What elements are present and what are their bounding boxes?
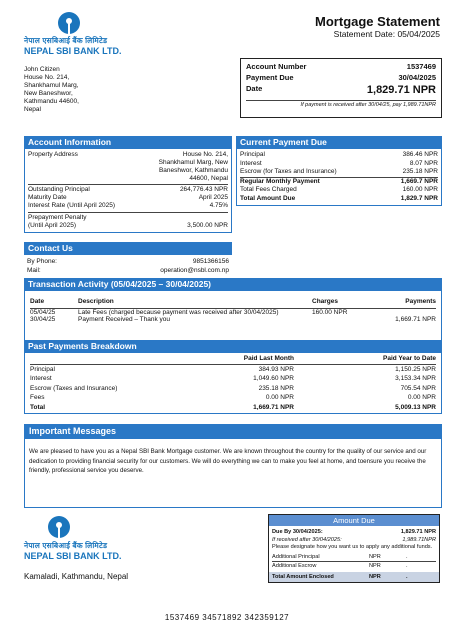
address-line: House No. 214, xyxy=(24,74,70,81)
messages-section xyxy=(24,424,442,508)
summary-box xyxy=(240,58,442,118)
payment-row-value: 8.07 NPR xyxy=(409,159,438,167)
pp-label: Interest xyxy=(30,375,52,382)
col-charges: Charges xyxy=(312,297,339,305)
txn-desc: Late Fees (charged because payment was received after 30/04/2025) xyxy=(78,309,279,316)
pp-label: Fees xyxy=(30,394,45,401)
pp-last: 384.93 NPR xyxy=(258,365,294,373)
property-line: House No. 214, xyxy=(182,151,228,158)
due-by-value: 1,829.71 NPR xyxy=(400,529,436,535)
page-title: Mortgage Statement xyxy=(315,14,440,29)
payment-coupon xyxy=(268,514,440,583)
property-line: Baneshwor, Kathmandu xyxy=(158,167,228,174)
total-due-value: 1,829.7 NPR xyxy=(400,194,438,202)
total-enclosed-label: Total Amount Enclosed xyxy=(272,574,334,580)
messages-body: We are pleased to have you as a Nepal SBI Bank Mortgage customer. We are known throughout the country for the quality of our service and our dedication to providing financial security for our customers. We will do everything we can to make you feel at home, and toensure you receive the friendly, professional service you deserve. xyxy=(29,448,427,474)
phone-value[interactable]: 9851366156 xyxy=(192,258,229,265)
logo-english: NEPAL SBI BANK LTD. xyxy=(24,551,122,561)
transactions-section xyxy=(24,278,442,349)
currency-label: NPR xyxy=(369,574,381,580)
late-label: If received after 30/04/2025: xyxy=(272,537,342,543)
prepay-label: Prepayment Penalty xyxy=(28,214,87,221)
table-row xyxy=(27,374,439,384)
additional-principal-label: Additional Principal xyxy=(272,554,320,560)
regular-label: Regular Monthly Payment xyxy=(240,177,320,185)
payment-row-value: 386.46 NPR xyxy=(402,151,438,158)
total-due-label: Total Amount Due xyxy=(240,194,296,202)
txn-desc: Payment Received – Thank you xyxy=(78,316,171,323)
currency-label: NPR xyxy=(369,563,381,569)
due-date: 30/04/2025 xyxy=(398,73,436,82)
pp-last: 1,669.71 NPR xyxy=(253,403,294,411)
table-row xyxy=(27,403,439,413)
account-info-section xyxy=(24,136,232,233)
col-paid-last-month: Paid Last Month xyxy=(243,355,294,362)
maturity-label: Maturity Date xyxy=(28,194,67,201)
txn-charges: 160.00 NPR xyxy=(312,309,348,316)
footer-address: Kamaladi, Kathmandu, Nepal xyxy=(24,572,129,581)
statement-date: Statement Date: 05/04/2025 xyxy=(333,29,440,39)
sbi-logo-icon xyxy=(58,12,80,34)
table-row xyxy=(27,393,439,403)
pp-year: 5,009.13 NPR xyxy=(395,403,436,411)
pp-label: Escrow (Taxes and Insurance) xyxy=(30,384,118,392)
col-date: Date xyxy=(30,297,45,305)
regular-value: 1,669.7 NPR xyxy=(400,177,438,185)
txn-date: 30/04/25 xyxy=(30,316,56,323)
outstanding-value: 264,776.43 NPR xyxy=(179,186,228,193)
account-number: 1537469 xyxy=(406,62,436,71)
past-payments-section xyxy=(24,340,442,414)
date-label: Date xyxy=(246,84,263,93)
payment-row-label: Principal xyxy=(240,151,265,158)
bank-logo xyxy=(24,12,144,56)
amount-field[interactable]: . xyxy=(406,563,408,569)
property-label: Property Address xyxy=(28,151,78,158)
pp-last: 0.00 NPR xyxy=(265,394,294,401)
amount-field[interactable]: . xyxy=(406,554,408,560)
pp-year: 3,153.34 NPR xyxy=(395,375,436,382)
property-line: 44600, Nepal xyxy=(189,175,228,182)
footer-logo xyxy=(24,516,144,561)
table-row xyxy=(27,316,439,323)
interest-label: Interest Rate (Until April 2025) xyxy=(28,202,116,209)
address-line: New Baneshwor, xyxy=(24,90,73,97)
txn-payments: 1,669.71 NPR xyxy=(395,316,436,323)
logo-english: NEPAL SBI BANK LTD. xyxy=(24,46,122,56)
late-value: 1,989.71NPR xyxy=(402,537,436,543)
statement-header xyxy=(315,14,440,39)
current-payment-title: Current Payment Due xyxy=(236,136,442,149)
late-payment-note: If payment is received after 30/04/25, pay 1,989.71NPR xyxy=(300,102,436,108)
pp-last: 1,049.60 NPR xyxy=(253,375,294,382)
amount-due-value: 1,829.71 NPR xyxy=(366,84,436,96)
address-line: Nepal xyxy=(24,106,41,113)
customer-name: John Citizen xyxy=(24,66,60,73)
outstanding-label: Outstanding Principal xyxy=(28,186,90,193)
address-line: Shankhamul Marg, xyxy=(24,82,79,89)
pp-year: 705.54 NPR xyxy=(400,384,436,392)
phone-label: By Phone: xyxy=(27,258,57,265)
prepay-value: 3,500.00 NPR xyxy=(187,222,228,229)
coupon-instructions: Please designate how you want us to apply any additional funds. xyxy=(272,544,433,550)
maturity-value: April 2025 xyxy=(198,194,228,201)
sbi-logo-icon xyxy=(48,516,70,538)
transactions-title: Transaction Activity (05/04/2025 – 30/04/2025) xyxy=(24,278,442,291)
txn-date: 05/04/25 xyxy=(30,309,56,316)
micr-line: 1537469 34571892 342359127 xyxy=(164,613,290,622)
txn-charges xyxy=(309,316,369,323)
table-row xyxy=(27,384,439,394)
coupon-title: Amount Due xyxy=(269,515,439,526)
contact-section xyxy=(24,242,232,277)
mail-label: Mail: xyxy=(27,267,41,274)
property-line: Shankhamul Marg, New xyxy=(158,159,228,166)
table-row xyxy=(27,365,439,375)
messages-title: Important Messages xyxy=(25,425,441,439)
logo-devanagari: नेपाल एसबिआई बैंक लिमिटेड xyxy=(24,541,108,550)
prepay-label-until: (Until April 2025) xyxy=(28,222,77,229)
account-info-title: Account Information xyxy=(24,136,232,149)
pp-year: 1,150.25 NPR xyxy=(395,365,436,373)
account-label: Account Number xyxy=(246,62,307,71)
amount-field[interactable]: . xyxy=(406,574,408,580)
payment-row-label: Interest xyxy=(240,159,262,167)
current-payment-section xyxy=(236,136,442,206)
due-label: Payment Due xyxy=(246,73,294,82)
col-paid-ytd: Paid Year to Date xyxy=(383,355,436,362)
contact-title: Contact Us xyxy=(24,242,232,255)
due-by-label: Due By 30/04/2025: xyxy=(272,529,323,535)
fees-value: 160.00 NPR xyxy=(402,186,438,193)
pp-year: 0.00 NPR xyxy=(407,394,436,401)
currency-label: NPR xyxy=(369,554,381,560)
pp-last: 235.18 NPR xyxy=(258,384,294,392)
col-payments: Payments xyxy=(405,297,436,305)
mail-value[interactable]: operation@nsbl.com.np xyxy=(160,267,229,274)
pp-label: Total xyxy=(30,403,46,411)
txn-payments xyxy=(369,309,439,316)
past-payments-title: Past Payments Breakdown xyxy=(24,340,442,353)
logo-devanagari: नेपाल एसबिआई बैंक लिमिटेड xyxy=(24,36,108,45)
payment-row-label: Escrow (for Taxes and Insurance) xyxy=(240,168,337,175)
col-description: Description xyxy=(78,297,114,305)
table-row xyxy=(27,309,439,316)
customer-address xyxy=(24,66,79,114)
fees-label: Total Fees Charged xyxy=(240,186,297,193)
interest-value: 4.75% xyxy=(209,202,228,209)
payment-row-value: 235.18 NPR xyxy=(402,168,438,175)
additional-escrow-label: Additional Escrow xyxy=(272,563,317,569)
address-line: Kathmandu 44600, xyxy=(24,98,79,105)
pp-label: Principal xyxy=(30,365,55,373)
